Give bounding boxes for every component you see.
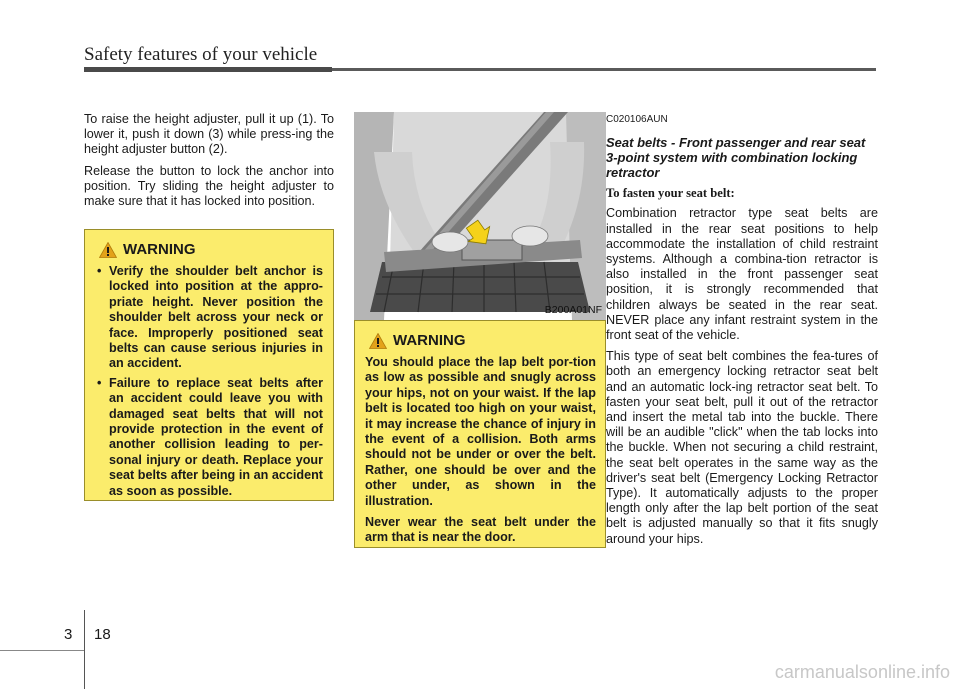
section-subheading: To fasten your seat belt: xyxy=(606,186,735,201)
page-number: 18 xyxy=(94,626,111,643)
header-rule-accent xyxy=(84,67,332,72)
warning-box xyxy=(354,320,606,548)
paragraph: Combination retractor type seat belts are installed in the rear seat positions to help accommodate the installation of child restraint systems. Although a combina-tion retractor is also installed in the front passenger seat position, it is strongly recommended that children always be seated in the rear seat. NEVER place any infant restraint system in the front seat of the vehicle. xyxy=(606,206,878,343)
column-left xyxy=(84,112,334,215)
paragraph: This type of seat belt combines the fea-tures of both an emergency locking retractor seat belt and an automatic lock-ing retractor seat belt. To fasten your seat belt, pull it out of the retractor and insert the metal tab into the buckle. There will be an audible "click" when the tab locks into the buckle. When not securing a child restraint, the seat belt operates in the same way as the driver's seat belt (Emergency Locking Retractor Type). It automatically adjusts to the proper length only after the lap belt portion of the seat belt is adjusted manually so that it fits snugly around your hips. xyxy=(606,349,878,546)
warning-title: WARNING xyxy=(123,241,196,259)
figure-code: B200A01NF xyxy=(544,304,602,316)
footer-rule xyxy=(0,650,84,651)
warning-box xyxy=(84,229,334,501)
warning-text: You should place the lap belt por-tion as low as possible and snugly across your hips, not on your waist. If the lap belt is located too high on your waist, it may increase the chance of injury in the event of a collision. Both arms should not be under or over the belt. Rather, one should be over and the other under, as shown in the illustration. xyxy=(365,355,596,508)
seatbelt-illustration xyxy=(354,112,606,320)
paragraph: To raise the height adjuster, pull it up (1). To lower it, push it down (3) while press-ing the height adjuster button (2). xyxy=(84,112,334,157)
footer-divider xyxy=(84,610,85,689)
warning-list xyxy=(95,264,323,499)
page-title: Safety features of your vehicle xyxy=(84,44,318,65)
list-item: • Verify the shoulder belt anchor is locked into position at the appro-priate height. Never position the shoulder belt across your neck or face. Improperly positioned seat belts can cause serious injuries in an accident. xyxy=(97,264,323,371)
warning-text: Never wear the seat belt under the arm that is near the door. xyxy=(365,515,596,545)
illustration-image xyxy=(354,112,606,320)
paragraph: Release the button to lock the anchor into position. Try sliding the height adjuster to make sure that it has locked into position. xyxy=(84,163,334,209)
warning-title: WARNING xyxy=(393,332,466,350)
section-heading: Seat belts - Front passenger and rear seat 3-point system with combination locking retractor xyxy=(606,135,866,181)
column-right xyxy=(606,112,878,553)
chapter-number: 3 xyxy=(64,626,73,643)
section-code: C020106AUN xyxy=(606,114,668,125)
warning-icon xyxy=(99,242,117,258)
list-item: • Failure to replace seat belts after an accident could leave you with damaged seat belts that will not provide protection in the event of another collision leading to per-sonal injury or death. Replace your seat belts after being in an accident as soon as possible. xyxy=(97,375,323,498)
warning-icon xyxy=(369,333,387,349)
watermark: carmanualsonline.info xyxy=(774,662,950,682)
